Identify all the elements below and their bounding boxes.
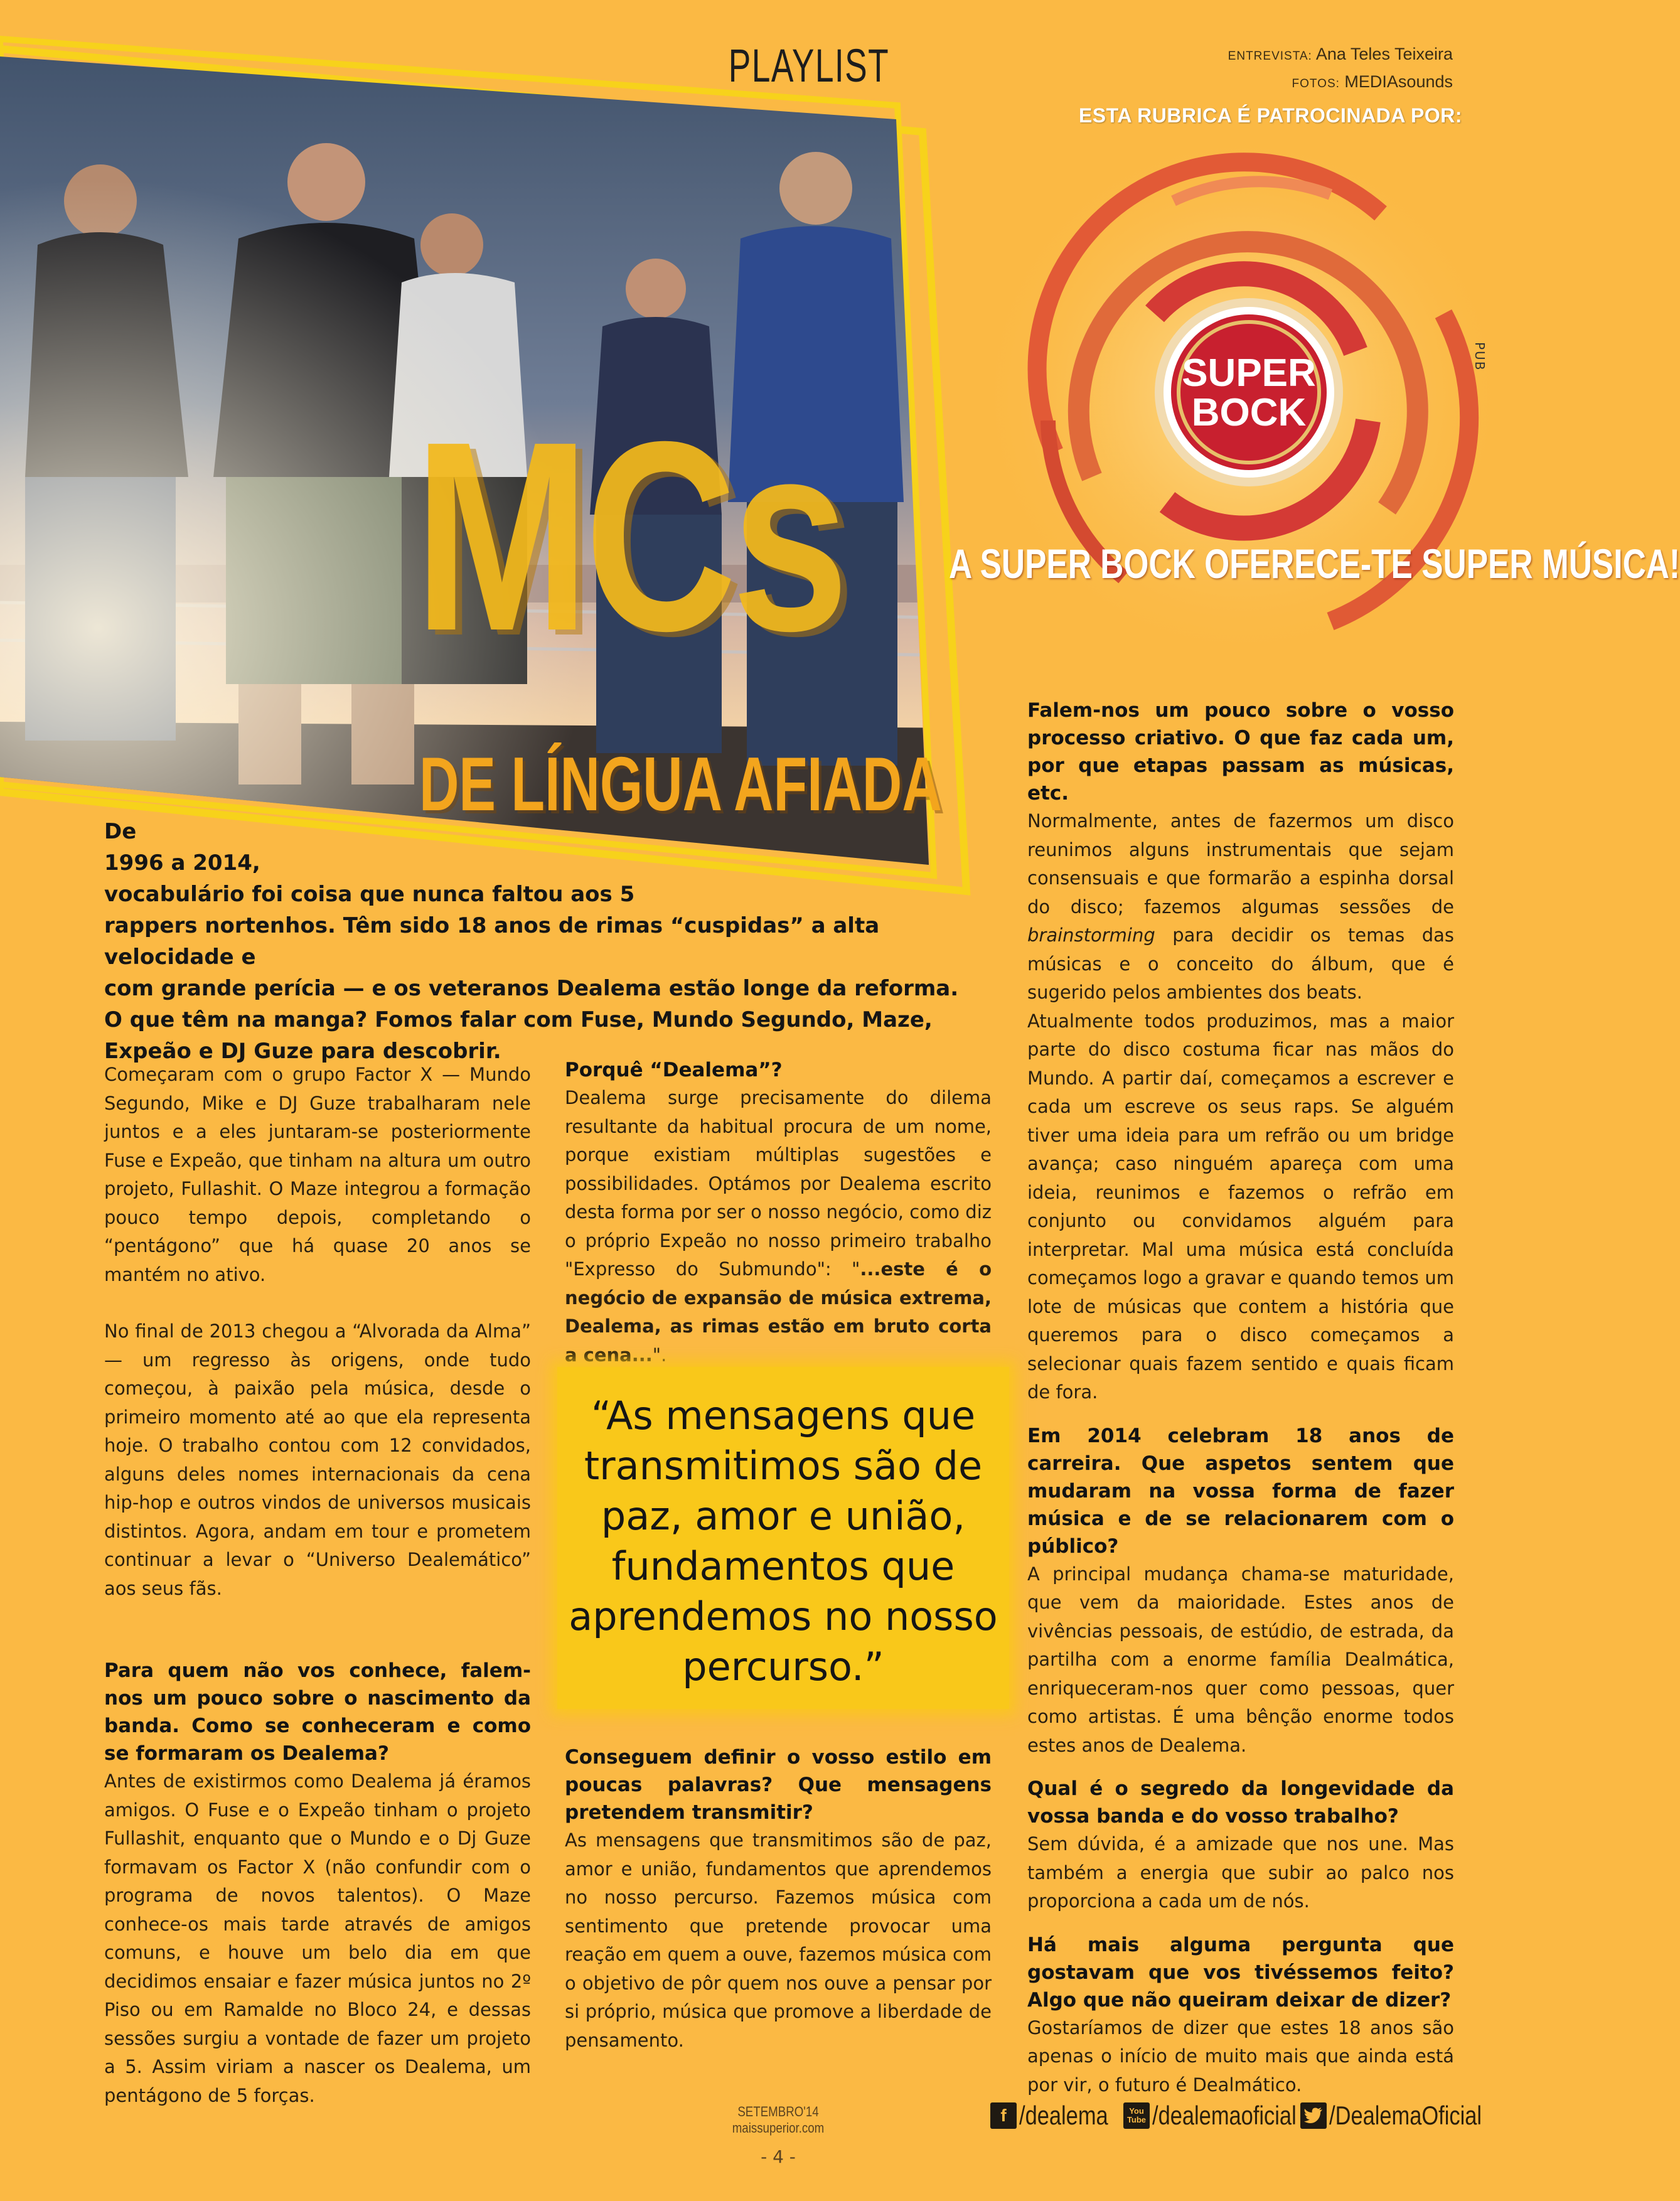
photo-credit: FOTOS: MEDIAsounds	[1292, 72, 1453, 91]
interview-credit: ENTREVISTA: Ana Teles Teixeira	[1228, 45, 1453, 63]
youtube-icon: You Tube	[1123, 2102, 1150, 2129]
column-2-bottom	[565, 1743, 992, 2055]
headline-subtitle: DE LÍNGUA AFIADA	[419, 741, 942, 827]
footer-date: SETEMBRO'14 maissuperior.com	[725, 2104, 832, 2136]
interview-question: Para quem não vos conhece, falem-nos um pouco sobre o nascimento da banda. Como se conheceram e como se formaram os Dealema?	[104, 1659, 531, 1765]
interview-answer: A principal mudança chama-se maturidade, que vem da maioridade. Estes anos de vivências pessoais, de estúdio, de estrada, da partilha com a enorme família Dealmática, enriqueceram-nos quer como pessoas, quer como artistas. É uma bênção enorme todos estes anos de Dealema.	[1027, 1563, 1454, 1756]
pull-quote-box	[557, 1367, 1009, 1709]
interview-question: Conseguem definir o vosso estilo em poucas palavras? Que mensagens pretendem transmitir?	[565, 1746, 992, 1824]
interview-answer: Gostaríamos de dizer que estes 18 anos são apenas o início de muito mais que ainda está por vir, o futuro é Dealmático.	[1027, 2016, 1454, 2096]
lead-line: O que têm na manga? Fomos falar com Fuse, Mundo Segundo, Maze,	[104, 1007, 933, 1032]
column-1	[104, 1061, 531, 2110]
column-3	[1027, 697, 1454, 2099]
youtube-link[interactable]: You Tube /dealemaoficial	[1123, 2099, 1328, 2132]
interview-answer: Atualmente todos produzimos, mas a maior parte do disco costuma ficar nas mãos do Mundo. A partir daí, começamos a escrever e cada um escreve os seus raps. Se alguém tiver uma ideia para um refrão ou um bridge avança; caso ninguém apareça com uma ideia, reunimos e fazemos o refrão em conjunto ou convidamos alguém para interpretar. Mal uma música está concluída começamos logo a gravar e quando temos um lote de músicas que contem a história que queremos para o disco começamos a selecionar quais fazem sentido e quais ficam de fora.	[1027, 1010, 1454, 1403]
interview-question: Falem-nos um pouco sobre o vosso processo criativo. O que faz cada um, por que etapas passam as músicas, etc.	[1027, 699, 1454, 805]
twitter-icon	[1300, 2102, 1327, 2129]
interview-answer: Sem dúvida, é a amizade que nos une. Mas também a energia que subir ao palco nos proporciona a cada um de nós.	[1027, 1833, 1454, 1912]
facebook-icon: f	[990, 2102, 1017, 2129]
twitter-link[interactable]: /DealemaOficial	[1300, 2099, 1515, 2132]
section-title: PLAYLIST	[728, 40, 890, 92]
page-number: - 4 -	[761, 2146, 796, 2167]
lead-line: vocabulário foi coisa que nunca faltou aos 5	[104, 882, 635, 907]
headline-main: MCs	[414, 386, 844, 687]
lead-paragraph	[104, 816, 995, 1067]
interview-answer: Antes de existirmos como Dealema já éramos amigos. O Fuse e o Expeão tinham o projeto Fullashit, enquanto que o Mundo e o Dj Guze formavam os Factor X (não confundir com o programa de novos talentos). O Maze conhece-os mais tarde através de amigos comuns, e houve um belo dia em que decidimos ensaiar e fazer música juntos no 2º Piso ou em Ramalde no Bloco 24, e dessas sessões surgiu a vontade de fazer um projeto a 5. Assim viriam a nascer os Dealema, um pentágono de 5 forças.	[104, 1770, 531, 2106]
interview-answer: Normalmente, antes de fazermos um disco reunimos alguns instrumentais que sejam consensuais e que formarão a espinha dorsal do disco; fazemos algumas sessões de brainstorming para decidir os temas das músicas e o conceito do álbum, que é sugerido pelos ambientes dos beats.	[1027, 810, 1454, 1003]
interview-question: Porquê “Dealema”?	[565, 1059, 783, 1081]
pub-label: PUB	[1472, 342, 1487, 372]
album-quote: ...este é o negócio de expansão de música extrema, Dealema, as rimas estão em bruto corta a cena...	[565, 1258, 992, 1366]
interview-question: Qual é o segredo da longevidade da vossa banda e do vosso trabalho?	[1027, 1777, 1454, 1828]
body-paragraph: No final de 2013 chegou a “Alvorada da Alma” — um regresso às origens, onde tudo começou, à paixão pela música, desde o primeiro momento até ao que ela representa hoje. O trabalho contou com 12 convidados, alguns deles nomes internacionais da cena hip-hop e outros vindos de universos musicais distintos. Agora, andam em tour e prometem continuar a levar o “Universo Dealemático” aos seus fãs.	[104, 1320, 531, 1599]
body-paragraph: Começaram com o grupo Factor X — Mundo Segundo, Mike e DJ Guze trabalharam nele juntos e a eles juntaram-se posteriormente Fuse e Expeão, que tinham na altura um outro projeto, Fullashit. O Maze integrou a formação pouco tempo depois, completando o “pentágono” que há quase 20 anos se mantém no ativo.	[104, 1064, 531, 1285]
interview-question: Em 2014 celebram 18 anos de carreira. Que aspetos sentem que mudaram na vossa forma de fazer música e de se relacionarem com o público?	[1027, 1424, 1454, 1558]
footer-site[interactable]: maissuperior.com	[732, 2120, 825, 2136]
ad-slogan: A SUPER BOCK OFERECE-TE SUPER MÚSICA!	[949, 540, 1680, 587]
pull-quote: “As mensagens que transmitimos são de paz, amor e união, fundamentos que aprendemos no nosso percurso.”	[569, 1393, 998, 1690]
sponsor-line: ESTA RUBRICA É PATROCINADA POR:	[1078, 104, 1462, 127]
column-2-top	[565, 1056, 992, 1369]
interview-answer: As mensagens que transmitimos são de paz, amor e união, fundamentos que aprendemos no nosso percurso. Fazemos música com sentimento que pretende provocar uma reação em quem a ouve, fazemos música com o objetivo de pôr quem nos ouve a pensar por si próprio, música que promove a liberdade de pensamento.	[565, 1829, 992, 2051]
logo-bock: BOCK	[1191, 391, 1307, 434]
superbock-ad	[979, 126, 1544, 690]
lead-line: com grande perícia — e os veteranos Dealema estão longe da reforma.	[104, 976, 959, 1001]
credits	[1228, 41, 1453, 97]
lead-line: rappers nortenhos. Têm sido 18 anos de rimas “cuspidas” a alta velocidade e	[104, 913, 880, 970]
lead-line: 1996 a 2014,	[104, 850, 260, 876]
interview-answer: Dealema surge precisamente do dilema resultante da habitual procura de um nome, porque existiam múltiplas sugestões e possibilidades. Optámos por Dealema escrito desta forma por ser o nosso negócio, como diz o próprio Expeão no nosso primeiro trabalho "Expresso do Submundo": "...este é o negócio de expansão de música extrema, Dealema, as rimas estão em bruto corta a cena...".	[565, 1087, 992, 1366]
logo-super: SUPER	[1182, 351, 1316, 395]
emphasis-word: brainstorming	[1027, 924, 1155, 946]
lead-line: De	[104, 819, 137, 844]
interview-question: Há mais alguma pergunta que gostavam que vos tivéssemos feito? Algo que não queiram deixar de dizer?	[1027, 1933, 1454, 2011]
lead-line: Expeão e DJ Guze para descobrir.	[104, 1039, 501, 1064]
facebook-link[interactable]: f /dealema	[990, 2099, 1128, 2132]
